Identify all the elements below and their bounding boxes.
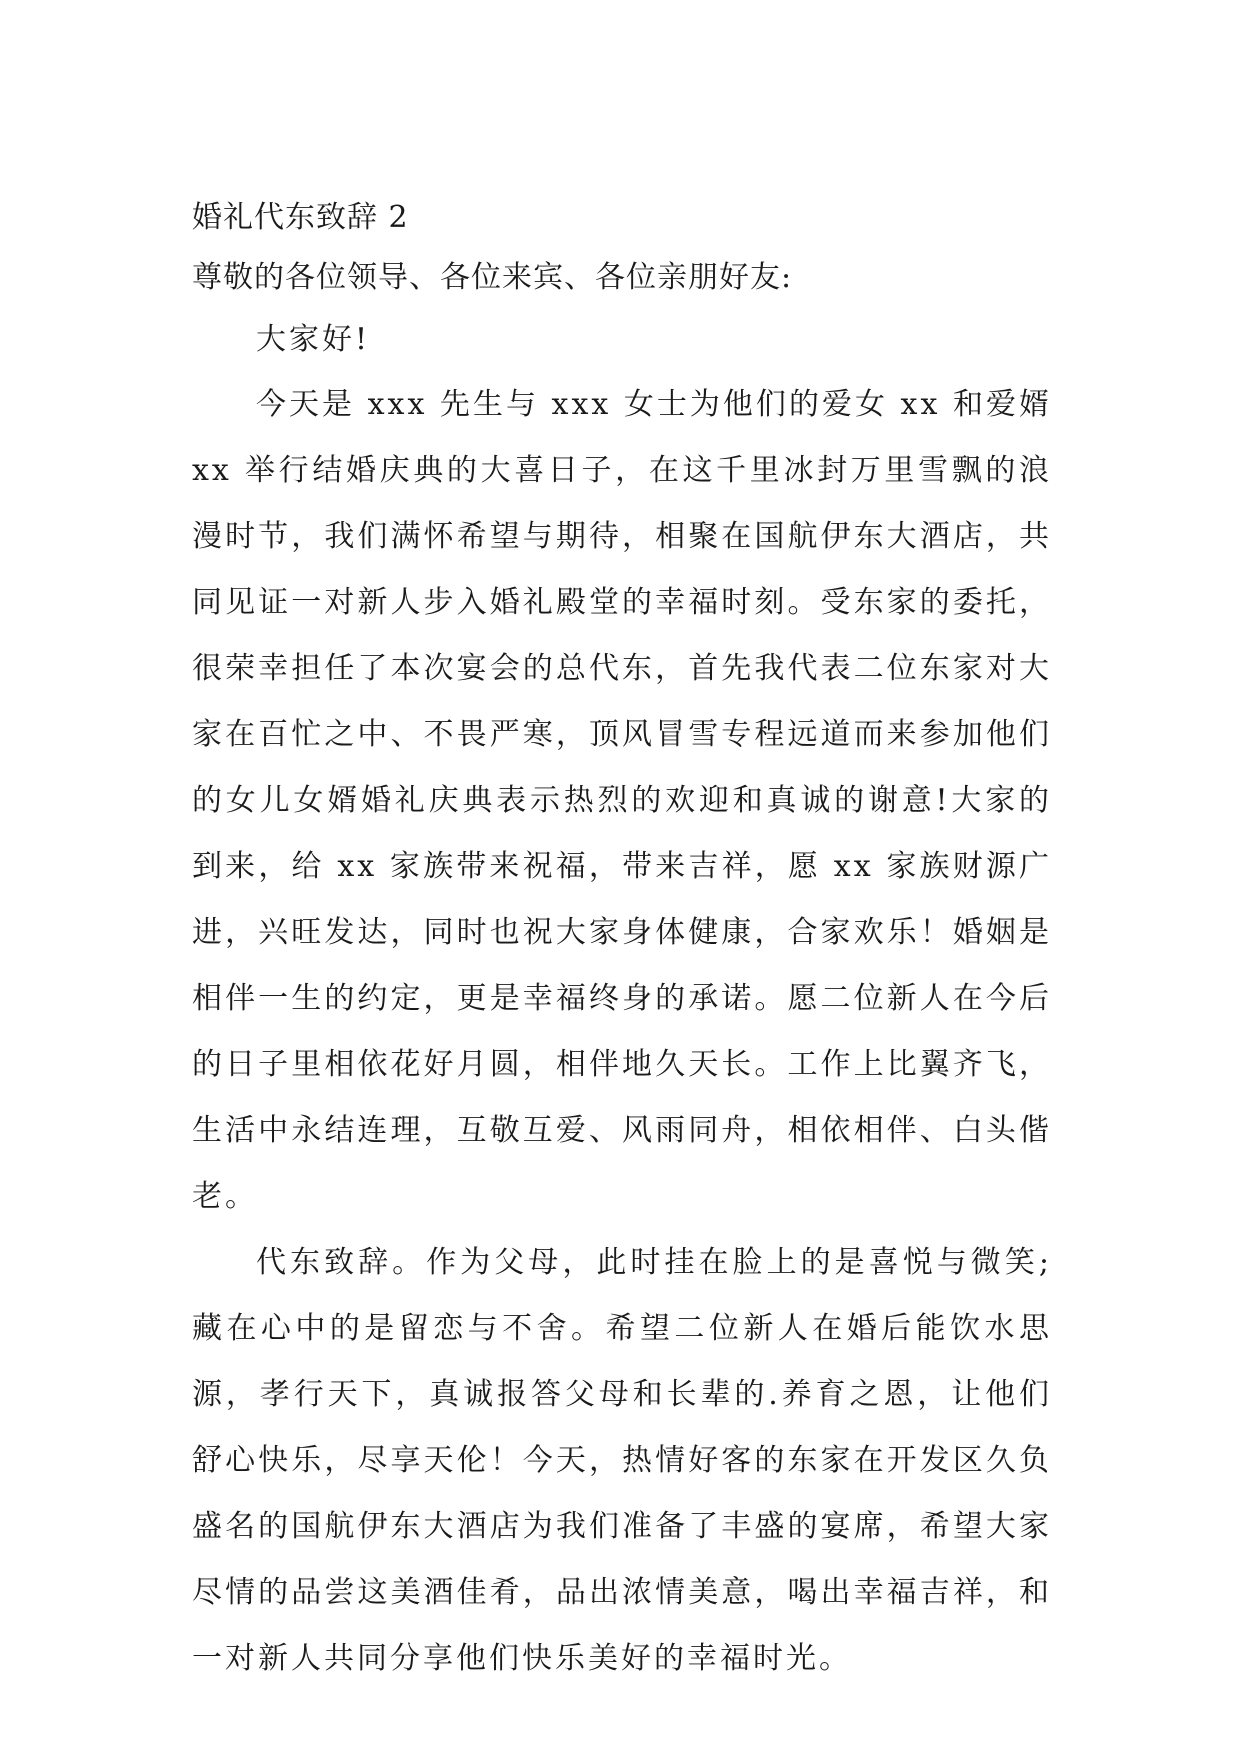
paragraph-main: 今天是 xxx 先生与 xxx 女士为他们的爱女 xx 和爱婿 xx 举行结婚庆典的大喜日子，在这千里冰封万里雪飘的浪漫时节，我们满怀希望与期待，相聚在国航伊东大酒店，共同见证一对新人步入婚礼殿堂的幸福时刻。受东家的委托，很荣幸担任了本次宴会的总代东，首先我代表二位东家对大家在百忙之中、不畏严寒，顶风冒雪专程远道而来参加他们的女儿女婿婚礼庆典表示热烈的欢迎和真诚的谢意!大家的到来，给 xx 家族带来祝福，带来吉祥，愿 xx 家族财源广进，兴旺发达，同时也祝大家身体健康，合家欢乐！婚姻是相伴一生的约定，更是幸福终身的承诺。愿二位新人在今后的日子里相依花好月圆，相伴地久天长。工作上比翼齐飞，生活中永结连理，互敬互爱、风雨同舟，相依相伴、白头偕老。 <box>192 387 1052 1214</box>
paragraph-closing: 代东致辞。作为父母，此时挂在脸上的是喜悦与微笑;藏在心中的是留恋与不舍。希望二位新人在婚后能饮水思源，孝行天下，真诚报答父母和长辈的.养育之恩，让他们舒心快乐，尽享天伦！今天，热情好客的东家在开发区久负盛名的国航伊东大酒店为我们准备了丰盛的宴席，希望大家尽情的品尝这美酒佳肴，品出浓情美意，喝出幸福吉祥，和一对新人共同分享他们快乐美好的幸福时光。 <box>192 1245 1052 1676</box>
document-body <box>192 188 1052 1692</box>
paragraph-greeting: 大家好! <box>256 322 371 357</box>
document-title: 婚礼代东致辞 2 <box>192 200 409 235</box>
salutation: 尊敬的各位领导、各位来宾、各位亲朋好友: <box>192 260 793 295</box>
